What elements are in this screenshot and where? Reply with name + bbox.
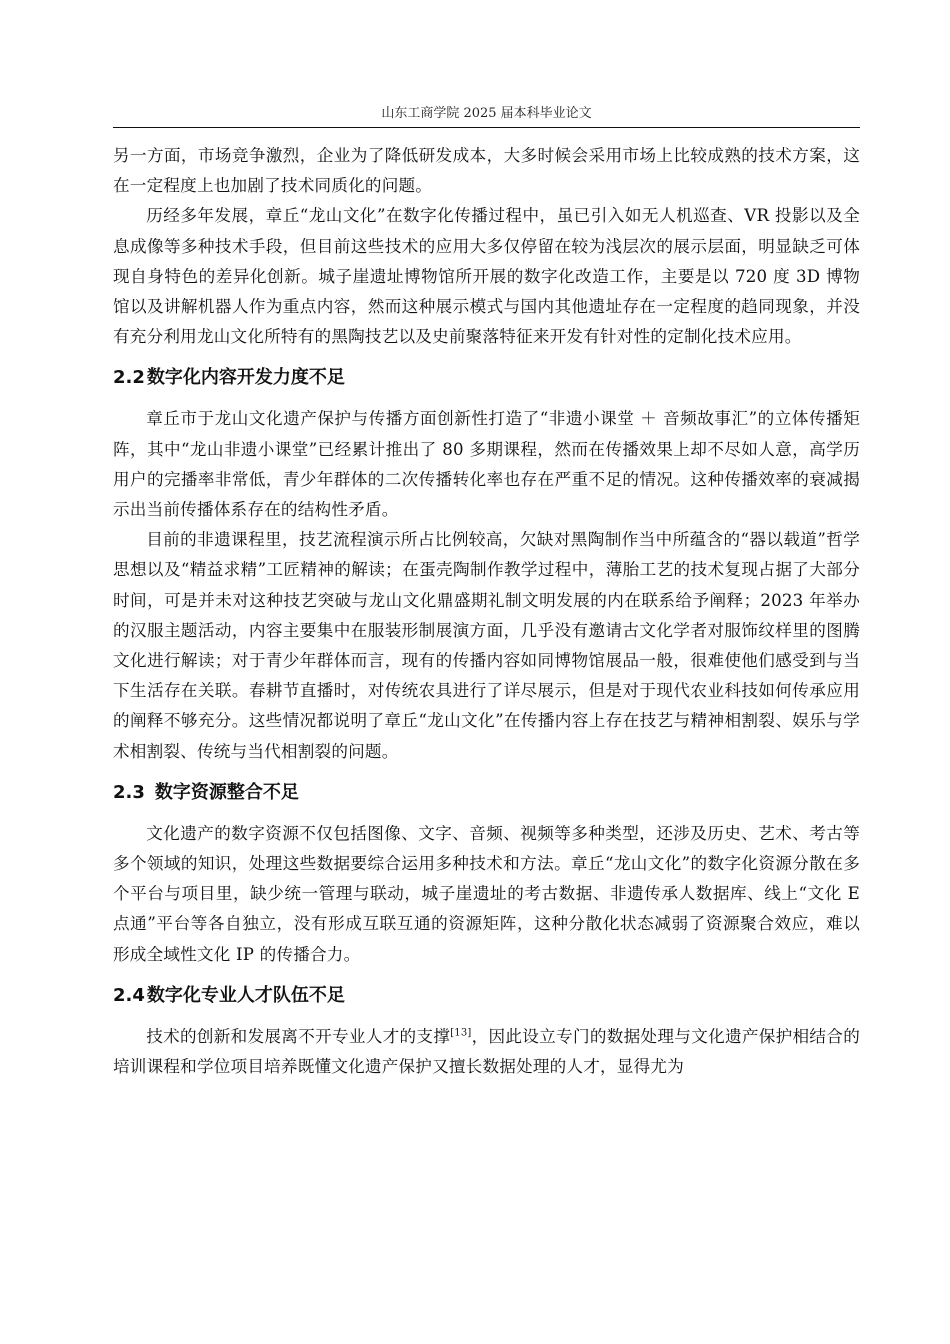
header-rule — [113, 127, 860, 128]
section-number: 2.3 — [113, 781, 145, 803]
section-heading-2-4 — [113, 981, 860, 1011]
section-number: 2.2 — [113, 367, 145, 389]
running-header: 山东工商学院 2025 届本科毕业论文 — [381, 106, 592, 121]
paragraph-text: 技术的创新和发展离不开专业人才的支撑 — [146, 1026, 451, 1046]
page-body — [113, 141, 860, 1082]
section-heading-2-2 — [113, 363, 860, 393]
paragraph-text: ，因此设立专门的数据处理与文化遗产保护相结合的培训课程和学位项目培养既懂文化遗产保护又擅长数据处理的人才，显得尤为 — [113, 1026, 860, 1077]
section-title: 数字化内容开发力度不足 — [146, 367, 345, 389]
paragraph: 文化遗产的数字资源不仅包括图像、文字、音频、视频等多种类型，还涉及历史、艺术、考古等多个领域的知识，处理这些数据要综合运用多种技术和方法。章丘“龙山文化”的数字化资源分散在多个平台与项目里，缺少统一管理与联动，城子崖遗址的考古数据、非遗传承人数据库、线上“文化 E 点通”平台等各自独立，没有形成互联互通的资源矩阵，这种分散化状态减弱了资源聚合效应，难以形成全域性文化 IP 的传播合力。 — [113, 823, 860, 964]
paragraph — [113, 1022, 860, 1082]
paragraph: 章丘市于龙山文化遗产保护与传播方面创新性打造了“非遗小课堂 ＋ 音频故事汇”的立体传播矩阵，其中“龙山非遗小课堂”已经累计推出了 80 多期课程，然而在传播效果上却不尽如人意，高学历用户的完播率非常低，青少年群体的二次传播转化率也存在严重不足的情况。这种传播效率的衰减揭示出当前传播体系存在的结构性矛盾。 — [113, 409, 860, 520]
paragraph: 目前的非遗课程里，技艺流程演示所占比例较高，欠缺对黑陶制作当中所蕴含的“器以载道”哲学思想以及“精益求精”工匠精神的解读；在蛋壳陶制作教学过程中，薄胎工艺的技术复现占据了大部分时间，可是并未对这种技艺突破与龙山文化鼎盛期礼制文明发展的内在联系给予阐释；2023 年举办的汉服主题活动，内容主要集中在服装形制展演方面，几乎没有邀请古文化学者对服饰纹样里的图腾文化进行解读；对于青少年群体而言，现有的传播内容如同博物馆展品一般，很难使他们感受到与当下生活存在关联。春耕节直播时，对传统农具进行了详尽展示，但是对于现代农业科技如何传承应用的阐释不够充分。这些情况都说明了章丘“龙山文化”在传播内容上存在技艺与精神相割裂、娱乐与学术相割裂、传统与当代相割裂的问题。 — [113, 530, 860, 761]
paragraph-continued: 另一方面，市场竞争激烈，企业为了降低研发成本，大多时候会采用市场上比较成熟的技术方案，这在一定程度上也加剧了技术同质化的问题。 — [113, 146, 860, 196]
section-title: 数字资源整合不足 — [154, 781, 299, 803]
citation-reference[interactable]: [13] — [450, 1027, 472, 1039]
section-heading-2-3 — [113, 778, 860, 808]
paragraph: 历经多年发展，章丘“龙山文化”在数字化传播过程中，虽已引入如无人机巡查、VR 投影以及全息成像等多种技术手段，但目前这些技术的应用大多仅停留在较为浅层次的展示层面，明显缺乏可体现自身特色的差异化创新。城子崖遗址博物馆所开展的数字化改造工作，主要是以 720 度 3D 博物馆以及讲解机器人作为重点内容，然而这种展示模式与国内其他遗址存在一定程度的趋同现象，并没有充分利用龙山文化所特有的黑陶技艺以及史前聚落特征来开发有针对性的定制化技术应用。 — [113, 206, 860, 347]
section-number: 2.4 — [113, 984, 145, 1006]
section-title: 数字化专业人才队伍不足 — [146, 984, 345, 1006]
